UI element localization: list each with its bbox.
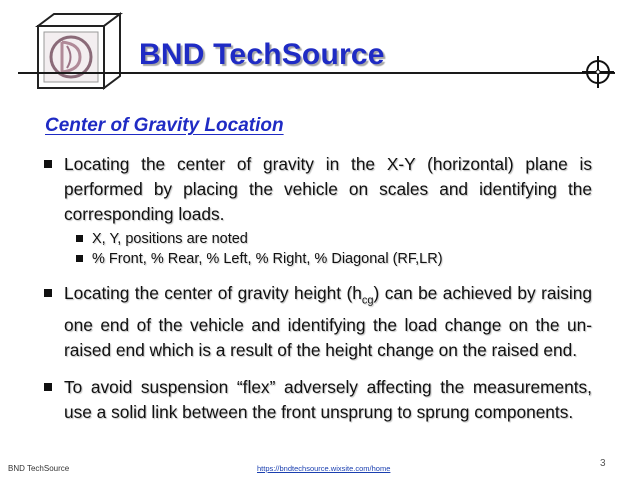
bullet-text-3: To avoid suspension “flex” adversely affecting the measurements, use a solid link between the front unsprung to sprung components.	[64, 377, 592, 423]
slide-subtitle: Center of Gravity Location	[45, 115, 284, 136]
sub-bullet-text-2: % Front, % Rear, % Left, % Right, % Diagonal (RF,LR)	[92, 251, 443, 267]
sub-bullet-text-1: X, Y, positions are noted	[92, 231, 248, 247]
page-title: BND TechSource	[139, 38, 385, 71]
bullet-item-3	[40, 375, 592, 425]
bullet-text-2: Locating the center of gravity height $(h_{cg})$ can be achieved by raising one end of the vehicle and identifying the load change on the un-raised end which is a result of the height change on the raised end.	[64, 283, 592, 361]
bullet-item-1	[40, 152, 592, 227]
sub-bullet-item-1	[40, 229, 592, 249]
square-bullet-icon	[44, 289, 52, 297]
square-bullet-icon	[44, 160, 52, 168]
footer-source: BND TechSource	[8, 464, 70, 473]
bullet-list	[40, 152, 592, 425]
header-rule	[18, 72, 615, 74]
square-bullet-icon	[76, 235, 83, 242]
square-bullet-icon	[76, 255, 83, 262]
crosshair-icon	[580, 54, 616, 90]
square-bullet-icon	[44, 383, 52, 391]
bnd-logo-cube-icon	[34, 10, 124, 92]
bullet-text-1: Locating the center of gravity in the X-Y (horizontal) plane is performed by placing the vehicle on scales and identifying the corresponding loads.	[64, 154, 592, 224]
page-number: 3	[600, 458, 606, 469]
bullet-item-2	[40, 281, 592, 363]
footer-link[interactable]: https://bndtechsource.wixsite.com/home	[257, 464, 391, 473]
sub-bullet-item-2	[40, 249, 592, 269]
